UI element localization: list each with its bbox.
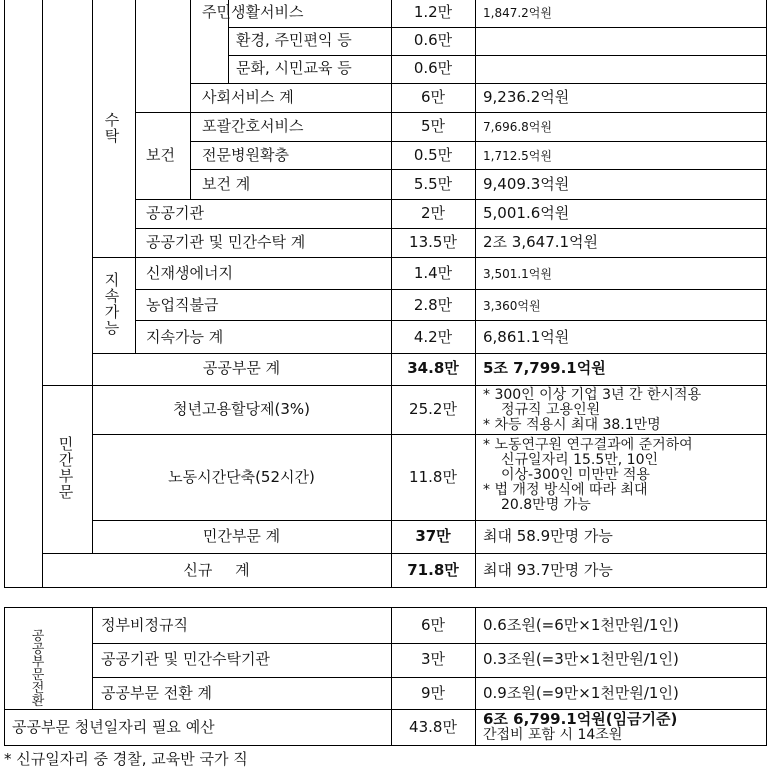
public-subtotal-label: 공공부문 계: [202, 359, 281, 377]
row-budget: 6,861.1억원: [483, 328, 570, 346]
group-label-mingan: 민간부문: [58, 435, 74, 501]
grand-total-budget-sub: 간접비 포함 시 14조원: [483, 727, 623, 743]
row-count: 0.6만: [413, 59, 453, 77]
group-label-jisok: 지속가능: [104, 271, 120, 337]
row-budget: 9,409.3억원: [483, 175, 570, 193]
row-item: 신재생에너지: [146, 264, 233, 282]
row-item: 공공기관: [146, 204, 204, 222]
row-count: 6만: [420, 616, 446, 634]
row-item: 공공기관 및 민간수탁 계: [146, 233, 306, 251]
group-label-jeonhwan: 공공부문전환: [31, 629, 45, 709]
row-count: 6만: [420, 88, 446, 106]
row-budget: 0.3조원(=3만×1천만원/1인): [483, 650, 679, 668]
row-item: 청년고용할당제(3%): [173, 400, 310, 418]
row-item: 포괄간호서비스: [202, 117, 304, 135]
public-subtotal-count: 34.8만: [407, 359, 459, 377]
row-item: 공공기관 및 민간수탁기관: [101, 650, 270, 668]
row-count: 4.2만: [413, 328, 453, 346]
row-item: 전문병원확충: [202, 146, 289, 164]
private-subtotal-count: 37만: [415, 527, 451, 545]
row-budget: 1,712.5억원: [483, 149, 552, 163]
row-count: 0.5만: [413, 146, 453, 164]
row-budget: 2조 3,647.1억원: [483, 233, 599, 251]
row-count: 2만: [420, 204, 446, 222]
row-item: 사회서비스 계: [202, 88, 294, 106]
row-count: 5만: [420, 117, 446, 135]
row-budget: 5,001.6억원: [483, 204, 570, 222]
row-budget: 3,501.1억원: [483, 267, 552, 281]
row-count: 9만: [420, 684, 446, 702]
row-count: 1.4만: [413, 264, 453, 282]
grand-total-budget-main: 6조 6,799.1억원(임금기준): [483, 710, 678, 728]
new-total-label: 신규 계: [183, 561, 250, 579]
group-label-sutak: 수탁: [104, 111, 120, 145]
row-item: 보건 계: [202, 175, 251, 193]
row-item: 노동시간단축(52시간): [168, 468, 315, 486]
row-count: 13.5만: [409, 233, 457, 251]
row-item: 주민생활서비스: [202, 3, 304, 21]
row-count: 5.5만: [413, 175, 453, 193]
row-item: 문화, 시민교육 등: [236, 59, 352, 77]
row-count: 1.2만: [413, 3, 453, 21]
private-subtotal-budget: 최대 58.9만명 가능: [483, 527, 613, 545]
new-total-budget: 최대 93.7만명 가능: [483, 561, 613, 579]
row-item: 공공부문 전환 계: [101, 684, 212, 702]
row-count: 3만: [420, 650, 446, 668]
row-budget: 1,847.2억원: [483, 6, 552, 20]
private-subtotal-label: 민간부문 계: [202, 527, 281, 545]
row-notes: * 노동연구원 연구결과에 준거하여 신규일자리 15.5만, 10인 이상-300인 미만만 적용 * 법 개정 방식에 따라 최대 20.8만명 가능: [483, 437, 693, 513]
row-item: 농업직불금: [146, 296, 219, 314]
row-budget: 3,360억원: [483, 299, 541, 313]
row-budget: 7,696.8억원: [483, 120, 552, 134]
row-count: 0.6만: [413, 31, 453, 49]
grand-total-label: 공공부문 청년일자리 필요 예산: [12, 718, 215, 736]
grand-total-count: 43.8만: [409, 718, 457, 736]
row-count: 25.2만: [409, 400, 457, 418]
group-label-bogeon: 보건: [146, 146, 175, 164]
row-count: 2.8만: [413, 296, 453, 314]
footnote: * 신규일자리 중 경찰, 교육반 국가 직: [4, 750, 248, 768]
row-item: 정부비정규직: [101, 616, 188, 634]
row-budget: 9,236.2억원: [483, 88, 570, 106]
row-item: 지속가능 계: [146, 328, 224, 346]
row-notes: * 300인 이상 기업 3년 간 한시적용 정규직 고용인원 * 차등 적용시 최대 38.1만명: [483, 387, 702, 433]
row-item: 환경, 주민편익 등: [236, 31, 352, 49]
row-count: 11.8만: [409, 468, 457, 486]
row-budget: 0.6조원(=6만×1천만원/1인): [483, 616, 679, 634]
row-budget: 0.9조원(=9만×1천만원/1인): [483, 684, 679, 702]
new-total-count: 71.8만: [407, 561, 459, 579]
public-subtotal-budget: 5조 7,799.1억원: [483, 359, 606, 377]
